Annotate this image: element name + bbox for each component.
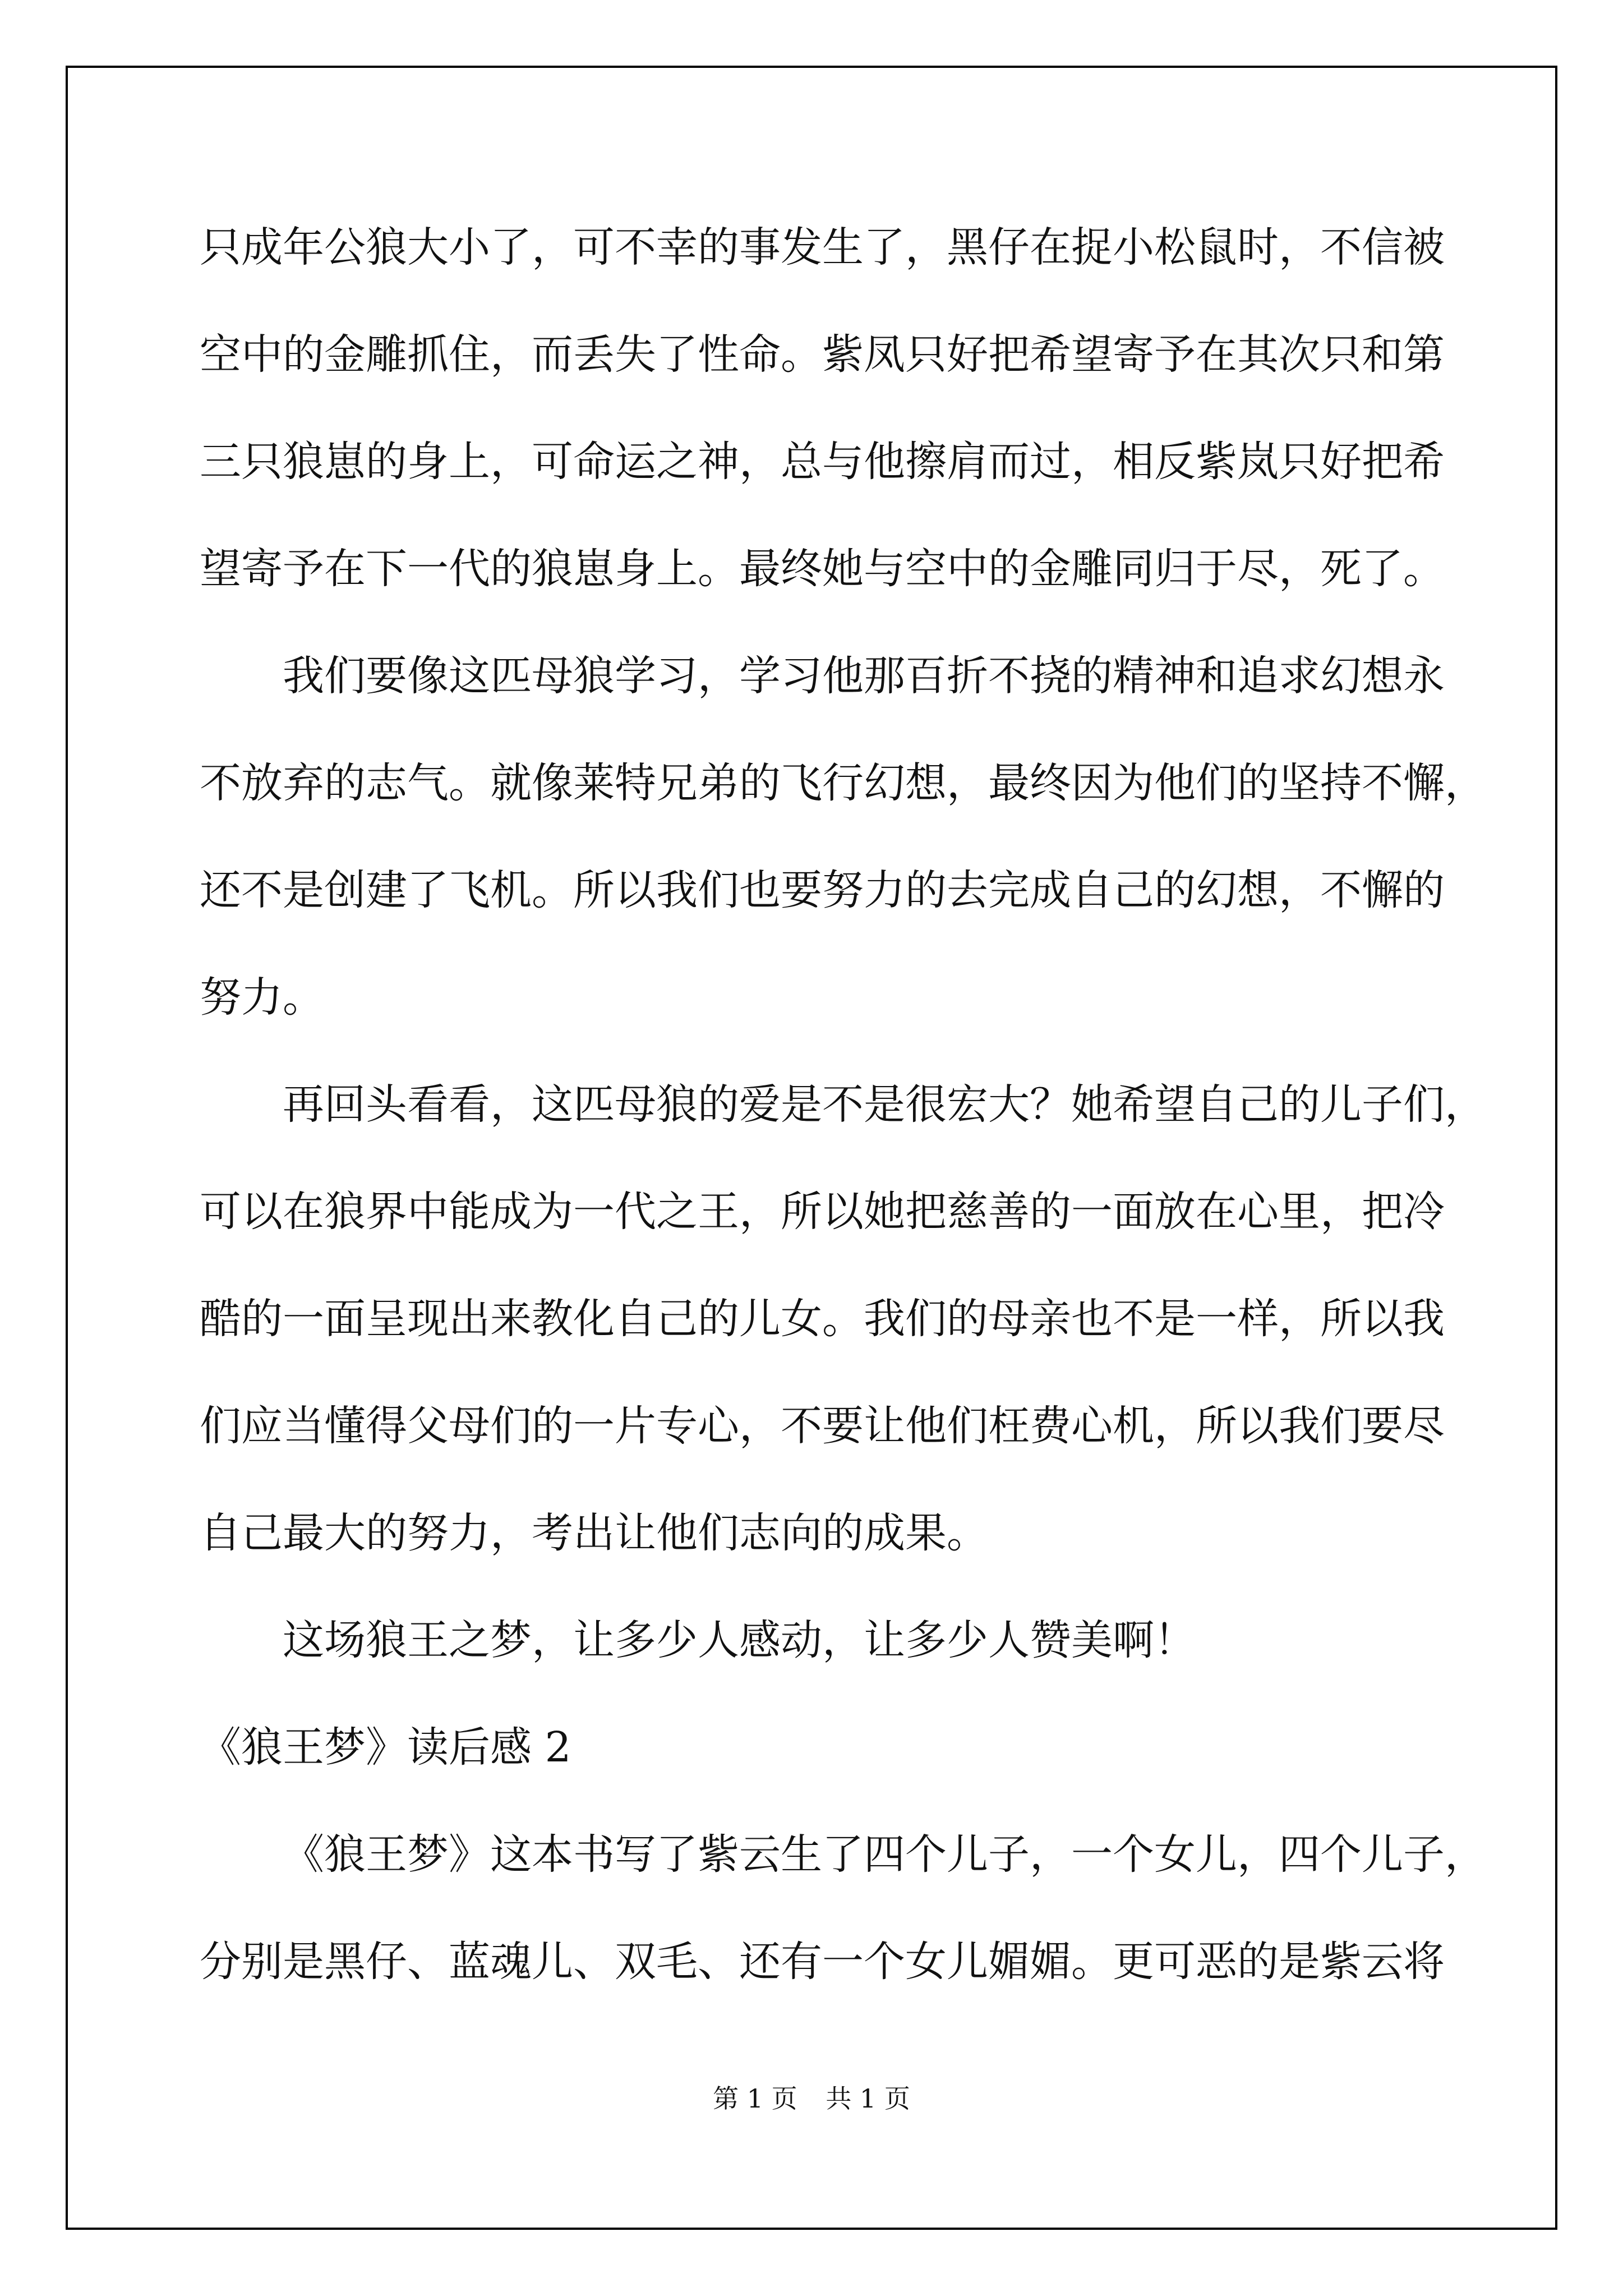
text-line-10: 可以在狼界中能成为一代之王，所以她把慈善的一面放在心里，把冷 [200,1188,1445,1236]
page-number-total: 共 1 页 [826,2083,910,2114]
text-line-7: 还不是创建了飞机。所以我们也要努力的去完成自己的幻想，不懈的 [200,866,1445,914]
text-line-3: 三只狼崽的身上，可命运之神，总与他擦肩而过，相反紫岚只好把希 [200,438,1445,486]
text-line-8: 努力。 [200,973,324,1022]
page-footer [0,2078,1623,2115]
document-body [200,194,1486,2016]
text-line-17: 分别是黑仔、蓝魂儿、双毛、还有一个女儿媚媚。更可恶的是紫云将 [200,1938,1445,1986]
page-number-current: 第 1 页 [713,2083,797,2114]
text-line-13: 自己最大的努力，考出让他们志向的成果。 [200,1509,988,1557]
text-line-14: 这场狼王之梦，让多少人感动，让多少人赞美啊！ [283,1616,1196,1664]
text-line-9: 再回头看看，这匹母狼的爱是不是很宏大？她希望自己的儿子们， [283,1080,1486,1129]
text-line-4: 望寄予在下一代的狼崽身上。最终她与空中的金雕同归于尽，死了。 [200,545,1445,593]
text-line-5: 我们要像这匹母狼学习，学习他那百折不挠的精神和追求幻想永 [283,652,1445,700]
text-line-16: 《狼王梦》这本书写了紫云生了四个儿子，一个女儿，四个儿子， [283,1830,1486,1879]
text-line-11: 酷的一面呈现出来教化自己的儿女。我们的母亲也不是一样，所以我 [200,1295,1445,1343]
text-line-12: 们应当懂得父母们的一片专心，不要让他们枉费心机，所以我们要尽 [200,1402,1445,1450]
text-line-2: 空中的金雕抓住，而丢失了性命。紫凤只好把希望寄予在其次只和第 [200,330,1445,379]
text-line-1: 只成年公狼大小了，可不幸的事发生了，黑仔在捉小松鼠时，不信被 [200,223,1445,272]
text-line-6: 不放弃的志气。就像莱特兄弟的飞行幻想，最终因为他们的坚持不懈， [200,759,1486,807]
section-heading: 《狼王梦》读后感 2 [200,1723,571,1772]
